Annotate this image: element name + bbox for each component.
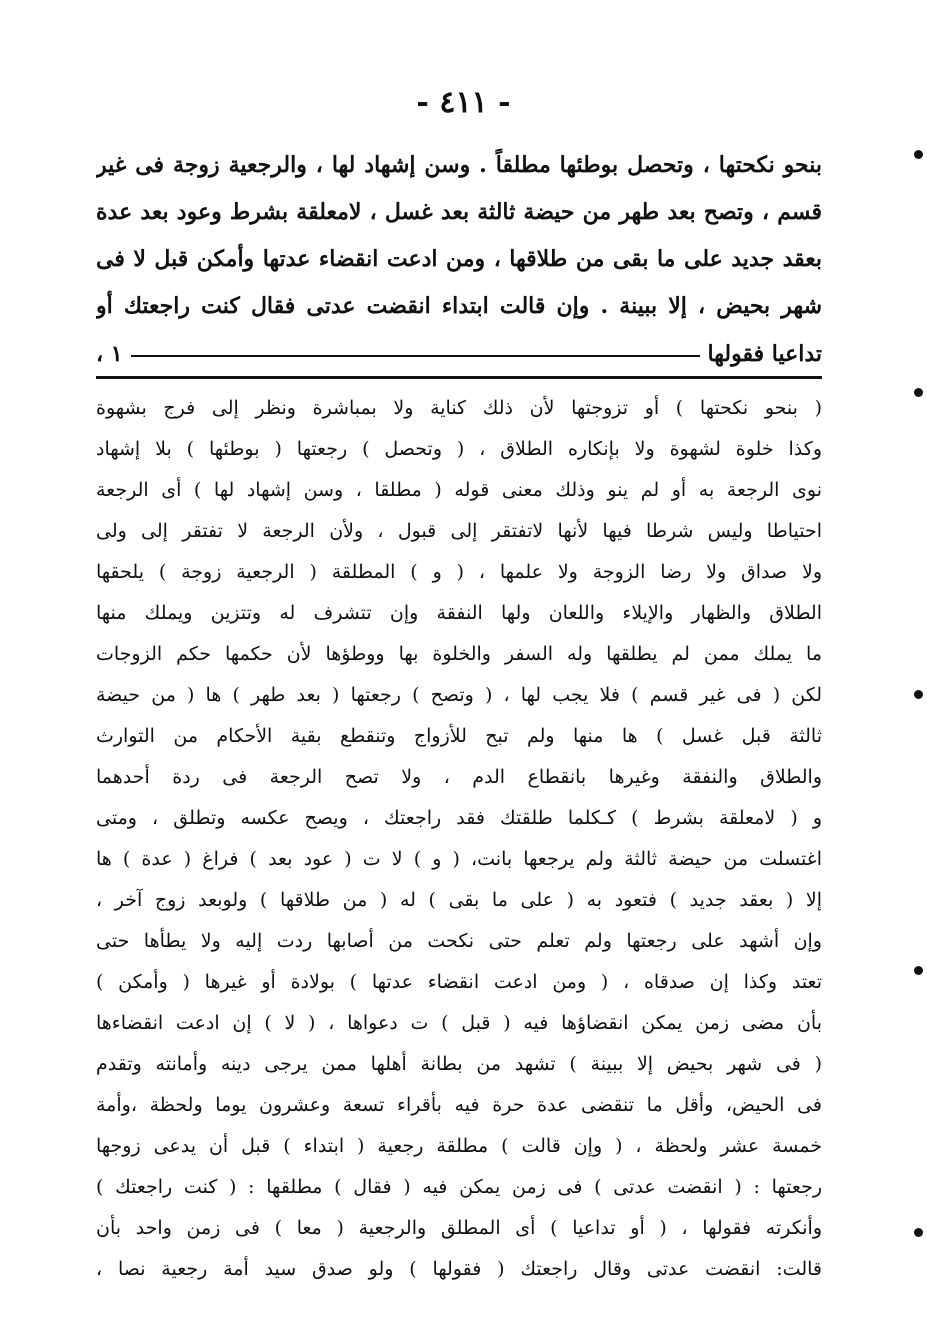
commentary-line: وكذا خلوة لشهوة ولا بإنكاره الطلاق ، ( وتحصل ) رجعتها ( بوطئها ) بلا إشهاد: [96, 438, 822, 460]
commentary-line: ولا صداق ولا رضا الزوجة ولا علمها ، ( و ) المطلقة ( الرجعية زوجة ) يلحقها: [96, 561, 822, 583]
commentary-line: و ( لامعلقة بشرط ) كـكلما طلقتك فقد راجعتك ، ويصح عكسه وتطلق ، ومتى: [96, 807, 822, 829]
commentary-line: ( فى شهر بحيض إلا ببينة ) تشهد من بطانة أهلها ممن يرجى دينه وأمانته وتقدم: [96, 1053, 822, 1075]
commentary-line: خمسة عشر ولحظة ، ( وإن قالت ) مطلقة رجعية ( ابتداء ) قبل أن يدعى زوجها: [96, 1135, 822, 1157]
main-text-line: بنحو نكحتها ، وتحصل بوطئها مطلقاً . وسن إشهاد لها ، والرجعية زوجة فى غير: [96, 152, 822, 178]
commentary-line: تعتد وكذا إن صدقاه ، ( ومن ادعت انقضاء عدتها ) بولادة أو غيرها ( وأمكن ): [96, 971, 822, 993]
commentary-line: قالت: انقضت عدتى وقال راجعتك ( فقولها ) ولو صدق سيد أمة رجعية نصا ،: [96, 1258, 822, 1280]
page-number: - ٤١١ -: [416, 85, 511, 120]
commentary-line: اغتسلت من حيضة ثالثة ولم يرجعها بانت، ( و ) لا ت ( عود بعد ) فراغ ( عدة ) ها: [96, 848, 822, 870]
commentary-line: بأن مضى زمن يمكن انقضاؤها فيه ( قبل ) ت دعواها ، ( لا ) إن ادعت انقضاءها: [96, 1012, 822, 1034]
commentary-line: ما يملك ممن لم يطلقها وله السفر والخلوة بها ووطؤها لأن حكمها حكم الزوجات: [96, 643, 822, 665]
main-text-line: شهر بحيض ، إلا ببينة . وإن قالت ابتداء انقضت عدتى فقال كنت راجعتك أو: [96, 293, 822, 319]
main-text: [96, 142, 822, 377]
binding-hole-mark: [914, 690, 923, 699]
commentary-line: رجعتها : ( انقضت عدتى ) فى زمن يمكن فيه ( فقال ) مطلقها : ( كنت راجعتك ): [96, 1176, 822, 1198]
commentary-line: والطلاق والنفقة وغيرها بانقطاع الدم ، ولا تصح الرجعة فى ردة أحدهما: [96, 766, 822, 788]
commentary: [96, 388, 822, 1290]
binding-hole-mark: [914, 388, 923, 397]
commentary-line: وأنكرته فقولها ، ( أو تداعيا ) أى المطلق والرجعية ( معا ) فى زمن واحد بأن: [96, 1217, 822, 1239]
commentary-line: الطلاق والظهار والإيلاء واللعان ولها النفقة وإن تتشرف له وتتزين ويملك منها: [96, 602, 822, 624]
main-text-line: بعقد جديد على ما بقى من طلاقها ، ومن ادعت انقضاء عدتها وأمكن قبل لا فى: [96, 246, 822, 272]
binding-hole-mark: [914, 1228, 923, 1237]
main-text-last-line: [96, 330, 822, 377]
main-text-line: قسم ، وتصح بعد طهر من حيضة ثالثة بعد غسل ، لامعلقة بشرط وعود بعد عدة: [96, 199, 822, 225]
binding-hole-mark: [914, 966, 923, 975]
commentary-line: احتياطا وليس شرطا فيها لأنها لاتفتقر إلى قبول ، ولأن الرجعة لا تفتقر إلى ولى: [96, 520, 822, 542]
main-text-last-line-start: تداعيا فقولها: [707, 340, 822, 367]
commentary-line: ثالثة قبل غسل ) ها منها ولم تبح للأزواج وتنقطع بقية الأحكام من التوارث: [96, 725, 822, 747]
commentary-line: فى الحيض، وأقل ما تنقضى عدة حرة فيه بأقراء تسعة وعشرون يوما ولحظة ،وأمة: [96, 1094, 822, 1116]
commentary-line: نوى الرجعة به أو لم ينو وذلك معنى قوله ( مطلقا ، وسن إشهاد لها ) أى الرجعة: [96, 479, 822, 501]
binding-hole-mark: [914, 150, 923, 159]
continuation-rule: [131, 355, 700, 357]
commentary-line: وإن أشهد على رجعتها ولم تعلم حتى نكحت من أصابها ردت إليه ولا يطأها حتى: [96, 930, 822, 952]
section-divider: [96, 376, 822, 379]
commentary-line: ( بنحو نكحتها ) أو تزوجتها لأن ذلك كناية ولا بمباشرة ونظر إلى فرج بشهوة: [96, 397, 822, 419]
commentary-line: إلا ( بعقد جديد ) فتعود به ( على ما بقى ) له ( من طلاقها ) ولوبعد زوج آخر ،: [96, 889, 822, 911]
main-text-last-line-end: ١ ،: [96, 340, 123, 367]
commentary-line: لكن ( فى غير قسم ) فلا يجب لها ، ( وتصح ) رجعتها ( بعد طهر ) ها ( من حيضة: [96, 684, 822, 706]
